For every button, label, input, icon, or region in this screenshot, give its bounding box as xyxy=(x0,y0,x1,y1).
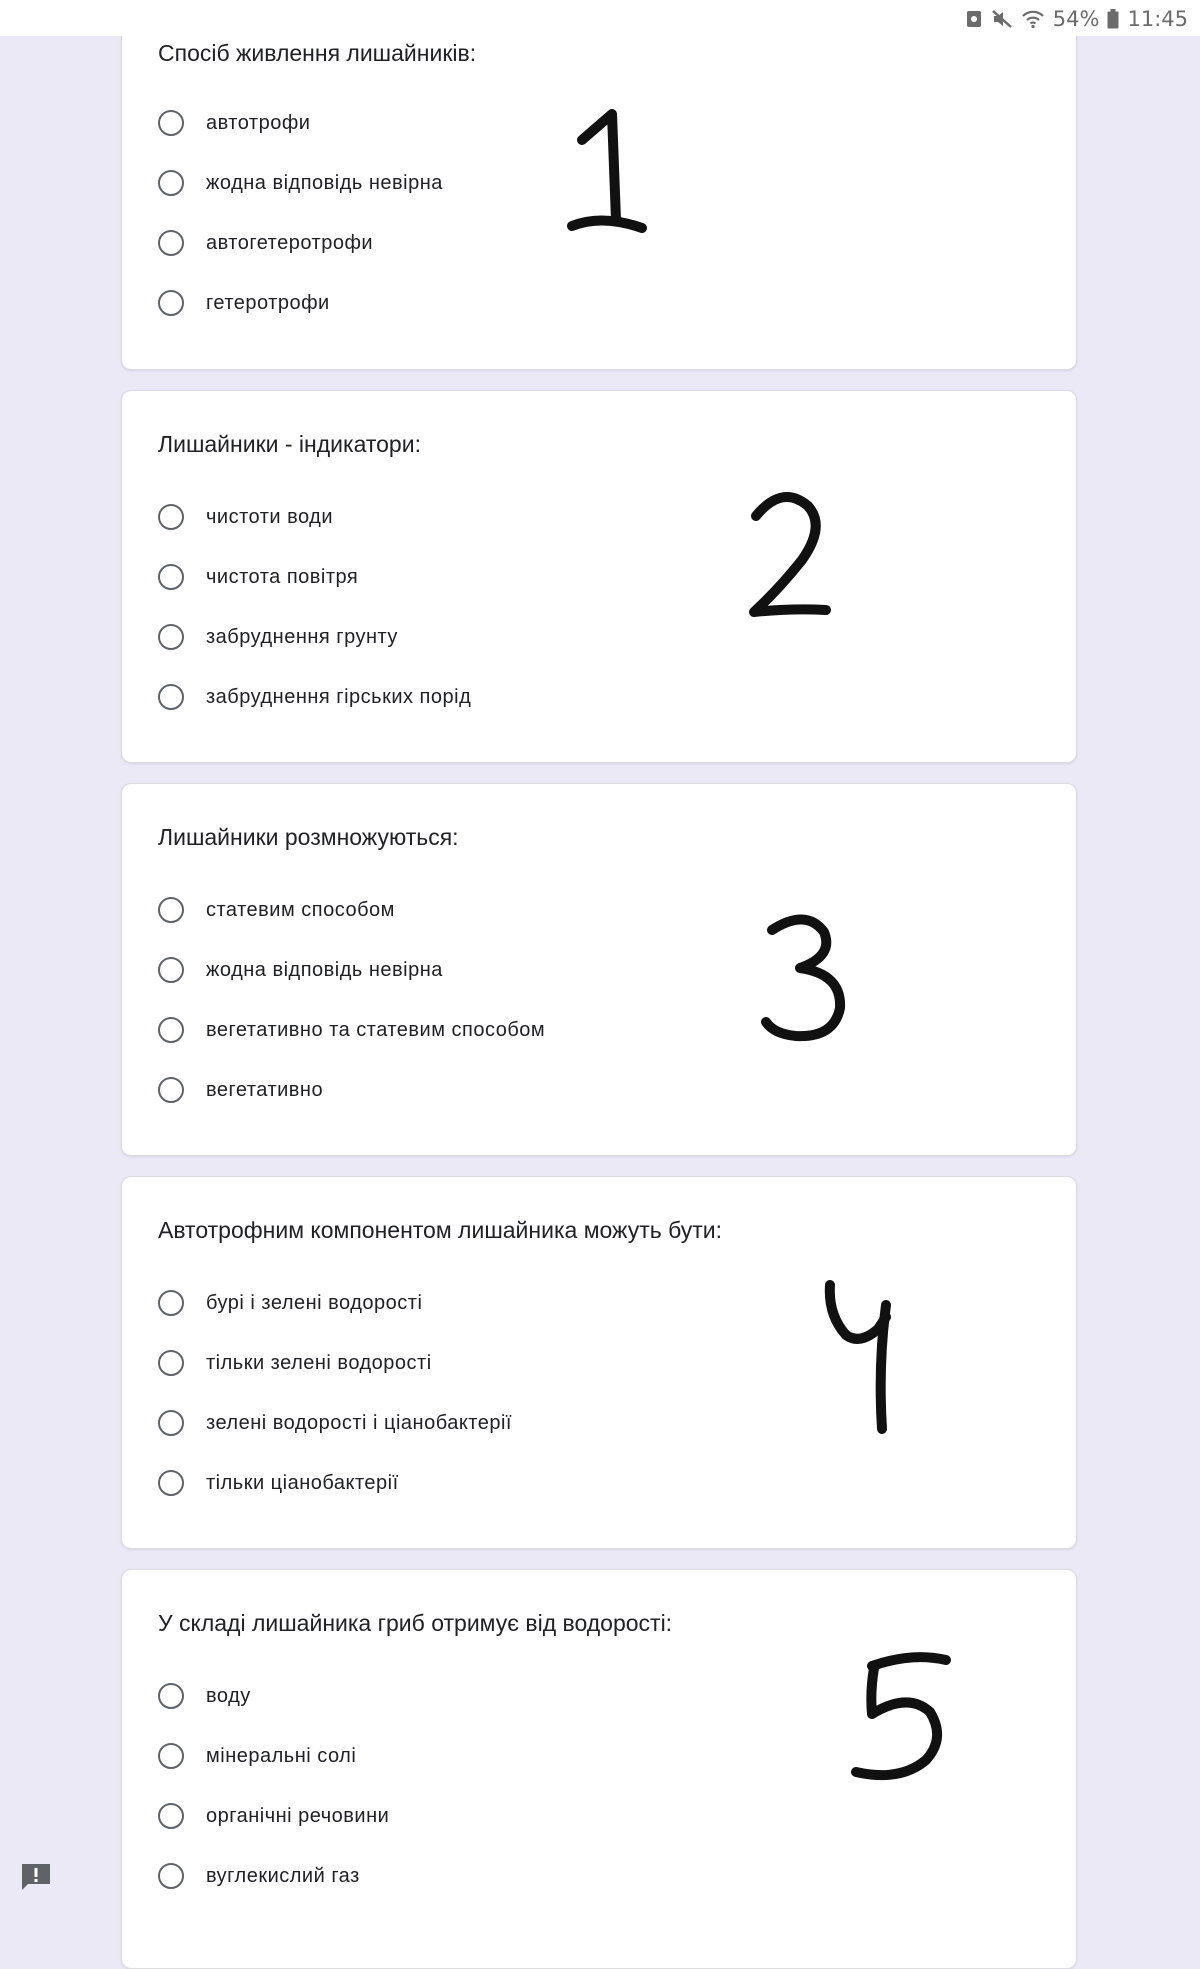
answer-option[interactable] xyxy=(158,1736,858,1776)
report-feedback-icon[interactable] xyxy=(20,1862,52,1892)
answer-option[interactable] xyxy=(158,1070,858,1110)
option-label: статевим способом xyxy=(206,898,395,921)
option-label: забруднення гірських порід xyxy=(206,685,472,708)
answer-option[interactable] xyxy=(158,677,858,717)
radio-button[interactable] xyxy=(158,1410,184,1436)
question-card-2 xyxy=(121,390,1077,763)
question-title: Лишайники - індикатори: xyxy=(158,431,421,457)
option-label: вуглекислий газ xyxy=(206,1864,360,1887)
option-label: бурі і зелені водорості xyxy=(206,1291,423,1314)
radio-button[interactable] xyxy=(158,170,184,196)
wifi-icon xyxy=(1021,9,1045,29)
question-title: У складі лишайника гриб отримує від водорості: xyxy=(158,1610,673,1636)
option-label: автогетеротрофи xyxy=(206,231,374,254)
option-label: забруднення грунту xyxy=(206,625,398,648)
answer-option[interactable] xyxy=(158,1463,858,1503)
status-icons xyxy=(965,4,1188,34)
answer-option[interactable] xyxy=(158,1676,858,1716)
question-card-5 xyxy=(121,1569,1077,1969)
answer-option[interactable] xyxy=(158,1010,858,1050)
option-label: мінеральні солі xyxy=(206,1744,357,1767)
option-label: тільки ціанобактерії xyxy=(206,1471,399,1494)
option-label: жодна відповідь невірна xyxy=(206,171,443,194)
radio-button[interactable] xyxy=(158,230,184,256)
radio-button[interactable] xyxy=(158,290,184,316)
answer-option[interactable] xyxy=(158,950,858,990)
handwritten-number-3 xyxy=(756,912,856,1042)
radio-button[interactable] xyxy=(158,1683,184,1709)
question-card-3 xyxy=(121,783,1077,1156)
option-label: вегетативно та статевим способом xyxy=(206,1018,546,1041)
radio-button[interactable] xyxy=(158,1803,184,1829)
answer-option[interactable] xyxy=(158,103,858,143)
option-label: органічні речовини xyxy=(206,1804,390,1827)
radio-button[interactable] xyxy=(158,1350,184,1376)
option-label: тільки зелені водорості xyxy=(206,1351,432,1374)
answer-option[interactable] xyxy=(158,163,858,203)
question-title: Лишайники розмножуються: xyxy=(158,824,459,850)
radio-button[interactable] xyxy=(158,110,184,136)
option-label: гетеротрофи xyxy=(206,291,330,314)
clock: 11:45 xyxy=(1127,7,1188,31)
option-label: чистоти води xyxy=(206,505,334,528)
option-label: воду xyxy=(206,1684,251,1707)
handwritten-number-2 xyxy=(742,486,842,626)
radio-button[interactable] xyxy=(158,1017,184,1043)
radio-button[interactable] xyxy=(158,564,184,590)
radio-button[interactable] xyxy=(158,1077,184,1103)
option-label: чистота повітря xyxy=(206,565,359,588)
radio-button[interactable] xyxy=(158,1290,184,1316)
answer-option[interactable] xyxy=(158,1343,858,1383)
radio-button[interactable] xyxy=(158,684,184,710)
handwritten-number-1 xyxy=(562,102,652,242)
app-notification-icon xyxy=(965,9,983,29)
answer-option[interactable] xyxy=(158,1403,858,1443)
battery-icon xyxy=(1107,9,1119,29)
handwritten-number-4 xyxy=(818,1275,908,1445)
radio-button[interactable] xyxy=(158,624,184,650)
question-title: Спосіб живлення лишайників: xyxy=(158,40,477,66)
option-label: вегетативно xyxy=(206,1078,324,1101)
radio-button[interactable] xyxy=(158,504,184,530)
battery-percent: 54% xyxy=(1052,7,1100,31)
option-label: жодна відповідь невірна xyxy=(206,958,443,981)
answer-option[interactable] xyxy=(158,890,858,930)
option-label: зелені водорості і ціанобактерії xyxy=(206,1411,512,1434)
question-card-4 xyxy=(121,1176,1077,1549)
question-title: Автотрофним компонентом лишайника можуть бути: xyxy=(158,1217,723,1243)
answer-option[interactable] xyxy=(158,283,858,323)
answer-option[interactable] xyxy=(158,223,858,263)
answer-option[interactable] xyxy=(158,1856,858,1896)
handwritten-number-5 xyxy=(842,1642,962,1792)
radio-button[interactable] xyxy=(158,957,184,983)
radio-button[interactable] xyxy=(158,897,184,923)
status-bar xyxy=(0,0,1200,36)
radio-button[interactable] xyxy=(158,1863,184,1889)
mute-icon xyxy=(991,9,1013,29)
answer-option[interactable] xyxy=(158,1796,858,1836)
radio-button[interactable] xyxy=(158,1470,184,1496)
option-label: автотрофи xyxy=(206,111,311,134)
radio-button[interactable] xyxy=(158,1743,184,1769)
answer-option[interactable] xyxy=(158,1283,858,1323)
question-card-1 xyxy=(121,36,1077,370)
